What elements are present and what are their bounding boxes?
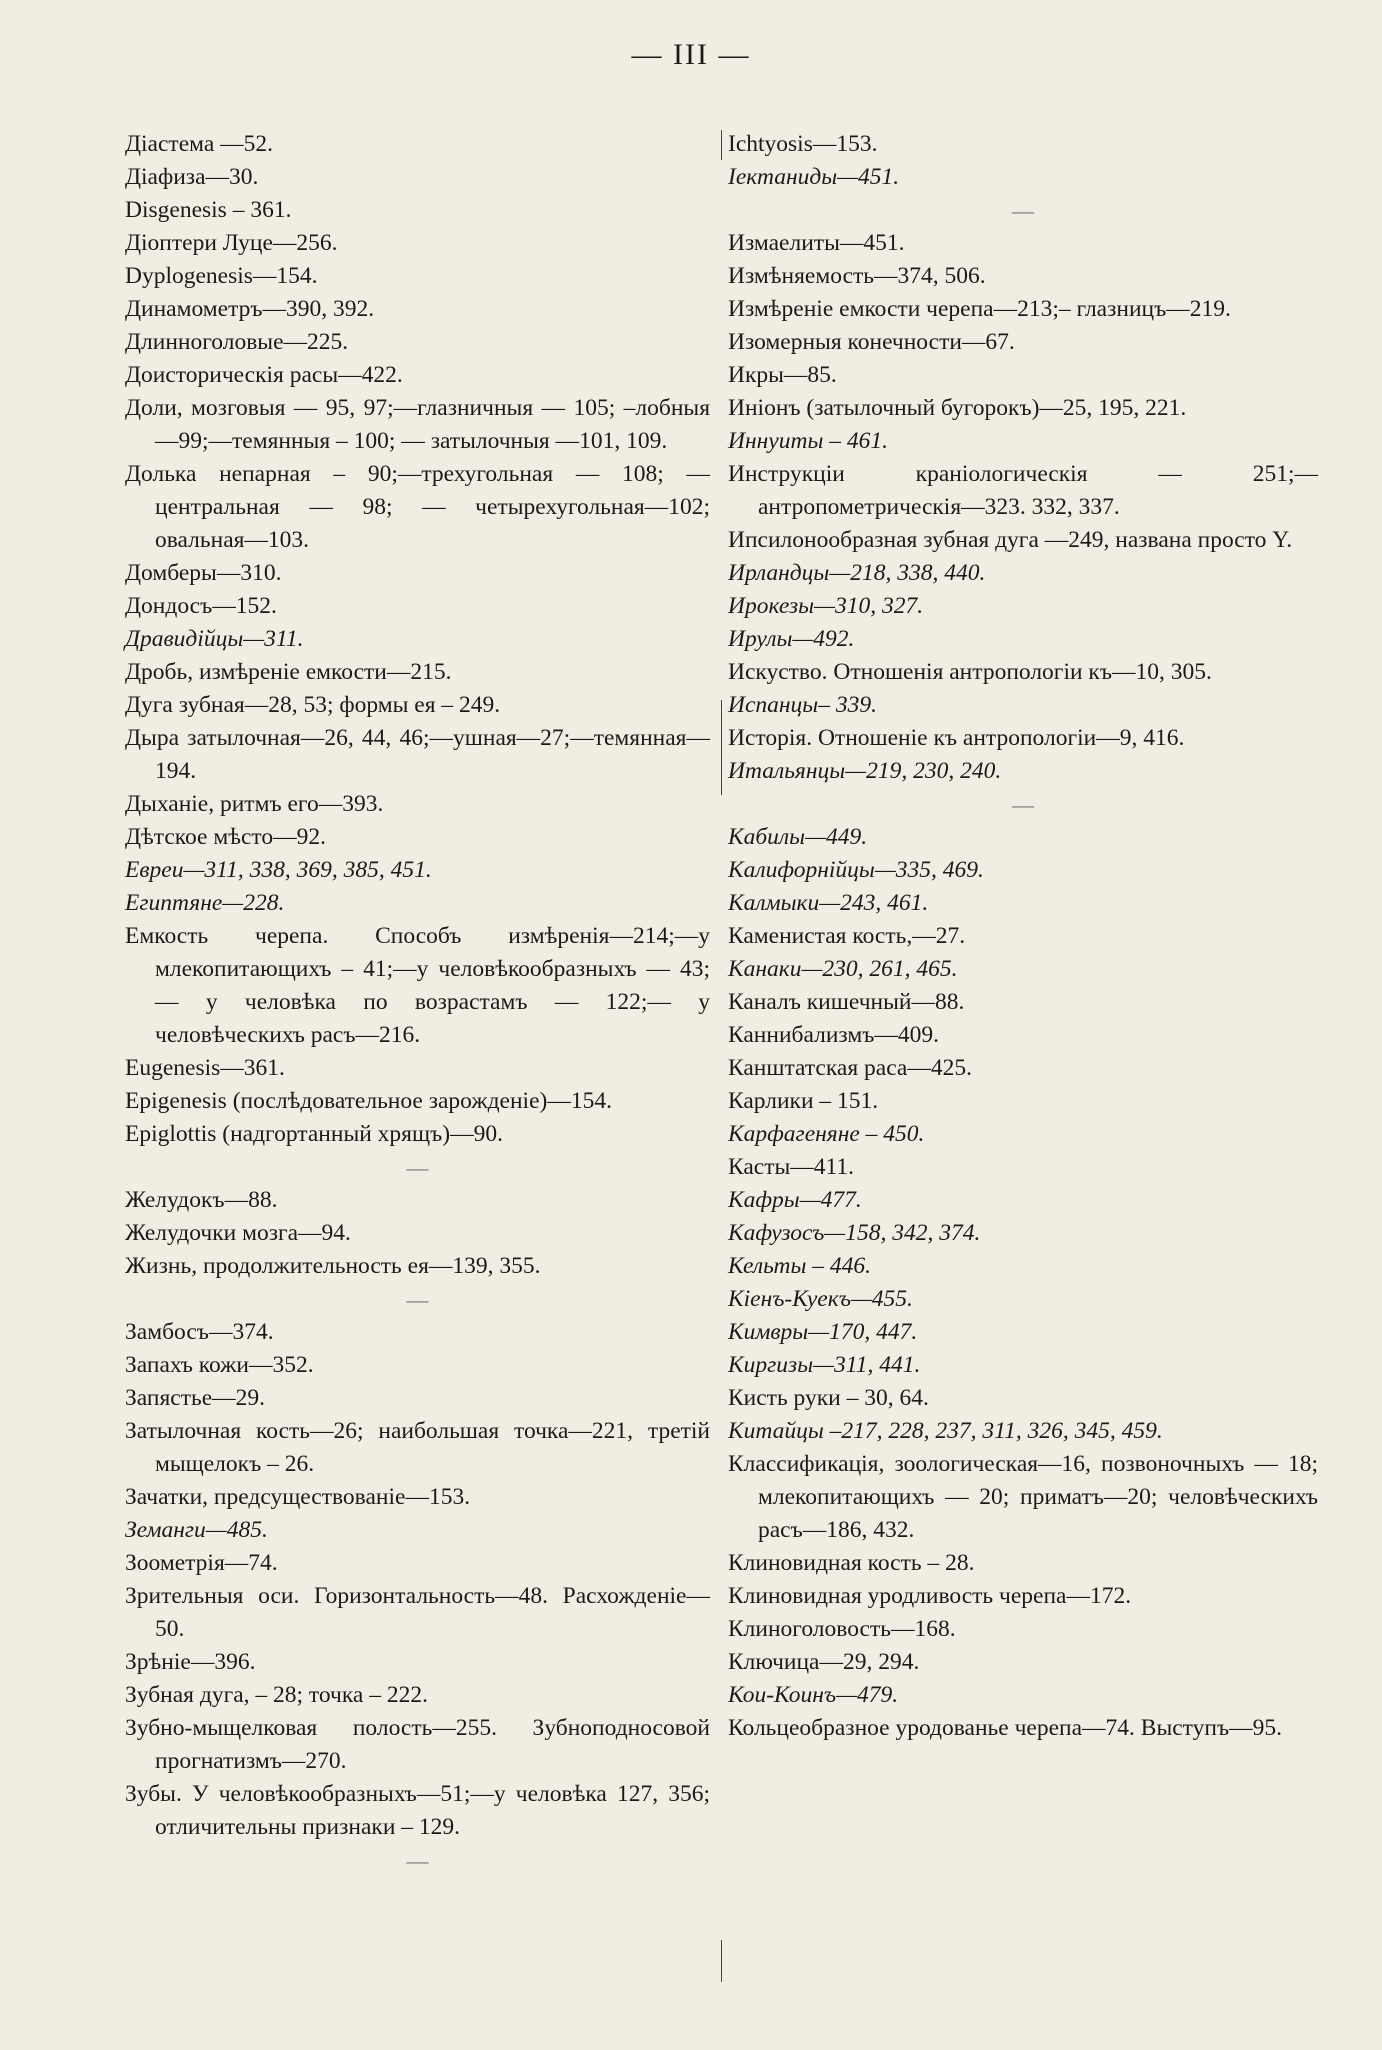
index-entry: Иніонъ (затылочный бугорокъ)—25, 195, 221. [728, 395, 1187, 421]
index-entry: Клиноголовость—168. [728, 1616, 956, 1642]
index-entry: Дыра затылочная—26, 44, 46;—ушная—27;—темянная—194. [125, 725, 710, 784]
section-separator: — [1012, 792, 1034, 817]
index-column-right [728, 128, 1318, 1745]
index-entry: Зачатки, предсуществованіе—153. [125, 1484, 471, 1510]
section-separator: — [406, 1287, 429, 1312]
index-entry: Кельты – 446. [728, 1253, 872, 1279]
index-entry: Измѣреніе емкости черепа—213;– глазницъ—219. [728, 296, 1231, 322]
index-entry: Каналъ кишечный—88. [728, 989, 965, 1015]
index-entry: Каменистая кость,—27. [728, 923, 966, 949]
index-entry: Китайцы –217, 228, 237, 311, 326, 345, 459. [728, 1418, 1163, 1444]
index-entry: Испанцы– 339. [728, 692, 877, 718]
index-entry: Ирулы—492. [728, 626, 855, 652]
index-entry: Кафузосъ—158, 342, 374. [728, 1220, 981, 1246]
index-entry: Кои-Коинъ—479. [728, 1682, 899, 1708]
index-entry: Ирокезы—310, 327. [728, 593, 924, 619]
index-entry: Динамометръ—390, 392. [125, 296, 375, 322]
index-entry: Карлики – 151. [728, 1088, 879, 1114]
index-entry: Зубно-мыщелковая полость—255. Зубноподносовой прогнатизмъ—270. [125, 1715, 710, 1774]
index-entry: Замбосъ—374. [125, 1319, 274, 1345]
index-entry: Канаки—230, 261, 465. [728, 956, 958, 982]
index-entry: Желудочки мозга—94. [125, 1220, 351, 1246]
index-entry: Запястье—29. [125, 1385, 266, 1411]
index-entry: Каннибализмъ—409. [728, 1022, 940, 1048]
index-entry: Кимвры—170, 447. [728, 1319, 918, 1345]
index-entry: Доисторическія расы—422. [125, 362, 403, 388]
column-rule-top [721, 130, 722, 160]
index-entry: Кисть руки – 30, 64. [728, 1385, 929, 1411]
index-entry: Измаелиты—451. [728, 230, 905, 256]
index-entry: Земанги—485. [125, 1517, 268, 1543]
index-entry: Запахъ кожи—352. [125, 1352, 314, 1378]
section-separator: — [1012, 198, 1034, 223]
index-entry: Жизнь, продолжительность ея—139, 355. [125, 1253, 541, 1279]
index-entry: Disgenesis – 361. [125, 197, 292, 223]
index-entry: Дробь, измѣреніе емкости—215. [125, 659, 452, 685]
index-entry: Изомерныя конечности—67. [728, 329, 1015, 355]
index-entry: Длинноголовые—225. [125, 329, 349, 355]
index-entry: Кабилы—449. [728, 824, 868, 850]
index-entry: Дуга зубная—28, 53; формы ея – 249. [125, 692, 501, 718]
index-entry: Евреи—311, 338, 369, 385, 451. [125, 857, 432, 883]
index-entry: Домберы—310. [125, 560, 282, 586]
index-entry: Зубы. У человѣкообразныхъ—51;—у человѣка 127, 356; отличительны признаки – 129. [125, 1781, 710, 1840]
index-entry: Epiglottis (надгортанный хрящъ)—90. [125, 1121, 503, 1147]
index-entry: Калифорнійцы—335, 469. [728, 857, 984, 883]
index-entry: Зоометрія—74. [125, 1550, 278, 1576]
index-entry: Діастема —52. [125, 131, 274, 157]
index-entry: Касты—411. [728, 1154, 855, 1180]
index-entry: Ипсилонообразная зубная дуга —249, названа просто Y. [728, 527, 1293, 553]
index-entry: Зрительныя оси. Горизонтальность—48. Расхожденіе—50. [125, 1583, 710, 1642]
index-entry: Ichtyosis—153. [728, 131, 878, 157]
index-entry: Eugenesis—361. [125, 1055, 285, 1081]
index-entry: Калмыки—243, 461. [728, 890, 929, 916]
index-entry: Карфагеняне – 450. [728, 1121, 925, 1147]
section-separator: — [406, 1848, 429, 1873]
index-entry: Кіенъ-Куекъ—455. [728, 1286, 913, 1312]
index-entry: Клиновидная кость – 28. [728, 1550, 975, 1576]
index-entry: Дондосъ—152. [125, 593, 277, 619]
index-entry: Ирландцы—218, 338, 440. [728, 560, 986, 586]
index-entry: Искуство. Отношенія антропологіи къ—10, 305. [728, 659, 1212, 685]
index-entry: Киргизы—311, 441. [728, 1352, 921, 1378]
index-entry: Иннуиты – 461. [728, 428, 888, 454]
index-entry: Dyplogenesis—154. [125, 263, 318, 289]
index-entry: Икры—85. [728, 362, 837, 388]
index-entry: Желудокъ—88. [125, 1187, 278, 1213]
index-entry: Дравидійцы—311. [125, 626, 304, 652]
index-entry: Кольцеобразное уродованье черепа—74. Выступъ—95. [728, 1715, 1282, 1741]
index-entry: Ключица—29, 294. [728, 1649, 920, 1675]
index-entry: Клиновидная уродливость черепа—172. [728, 1583, 1132, 1609]
index-entry: Зубная дуга, – 28; точка – 222. [125, 1682, 428, 1708]
index-entry: Діафиза—30. [125, 164, 259, 190]
index-entry: Канштатская раса—425. [728, 1055, 972, 1081]
index-entry: Затылочная кость—26; наибольшая точка—221, третій мыщелокъ – 26. [125, 1418, 710, 1477]
column-rule-middle [721, 700, 722, 795]
index-column-left [125, 128, 710, 1877]
index-entry: Іектаниды—451. [728, 164, 900, 190]
index-entry: Діоптери Луце—256. [125, 230, 338, 256]
index-entry: Итальянцы—219, 230, 240. [728, 758, 1002, 784]
index-entry: Дѣтское мѣсто—92. [125, 824, 326, 850]
column-rule-bottom [721, 1940, 722, 1982]
index-entry: Доли, мозговыя — 95, 97;—глазничныя — 105; –лобныя—99;—темянныя – 100; — затылочныя —101, 109. [125, 395, 710, 454]
index-entry: Epigenesis (послѣдовательное зарожденіе)—154. [125, 1088, 612, 1114]
index-entry: Кафры—477. [728, 1187, 862, 1213]
index-entry: Долька непарная – 90;—трехугольная — 108; — центральная — 98; — четырехугольная—102; овальная—103. [125, 461, 710, 553]
index-entry: Египтяне—228. [125, 890, 285, 916]
index-entry: Емкость черепа. Способъ измѣренія—214;—у млекопитающихъ – 41;—у человѣкообразныхъ — 43; — у человѣка по возрастамъ — 122;— у человѣческихъ расъ—216. [125, 923, 710, 1048]
index-entry: Измѣняемость—374, 506. [728, 263, 986, 289]
index-entry: Зрѣніе—396. [125, 1649, 256, 1675]
page-number: — III — [631, 38, 751, 71]
index-entry: Исторія. Отношеніе къ антропологіи—9, 416. [728, 725, 1185, 751]
index-entry: Инструкціи краніологическія — 251;—антропометрическія—323. 332, 337. [728, 461, 1318, 520]
index-entry: Дыханіе, ритмъ его—393. [125, 791, 384, 817]
section-separator: — [406, 1155, 429, 1180]
index-entry: Классификація, зоологическая—16, позвоночныхъ — 18; млекопитающихъ — 20; приматъ—20; человѣческихъ расъ—186, 432. [728, 1451, 1318, 1543]
